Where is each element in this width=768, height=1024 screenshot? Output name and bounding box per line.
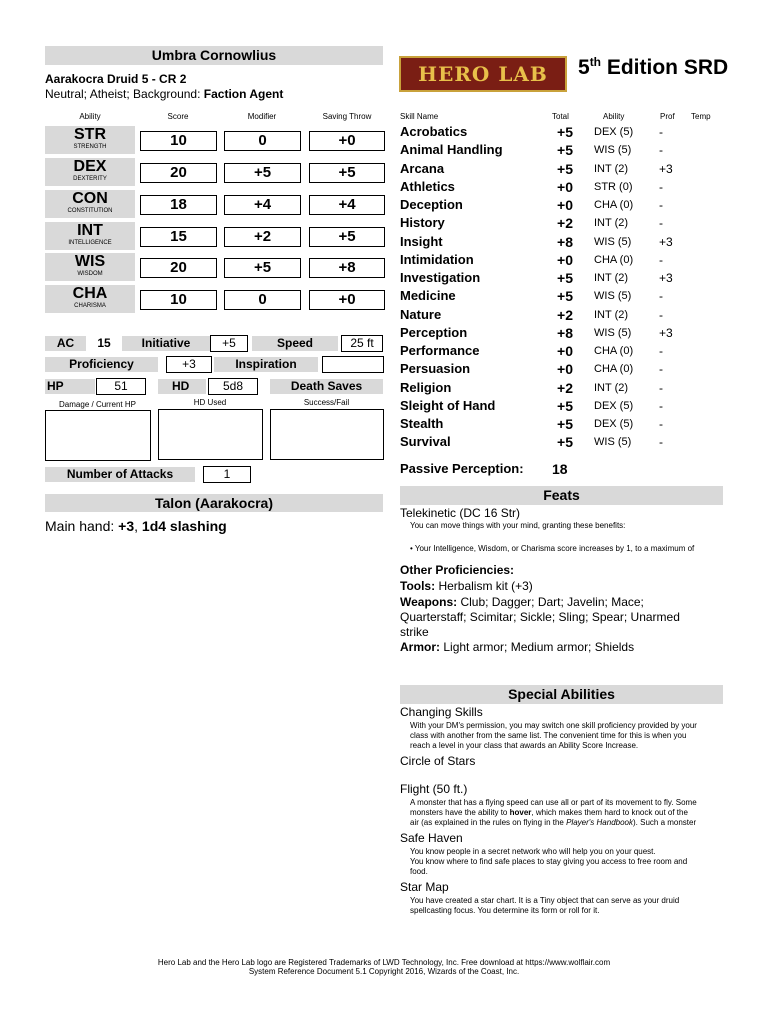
- proficiency-value: +3: [166, 356, 212, 373]
- ability-block-wis: [45, 253, 135, 281]
- armor-line: [400, 640, 634, 654]
- skill-row: [400, 416, 730, 434]
- feat-description-2: • Your Intelligence, Wisdom, or Charisma score increases by 1, to a maximum of: [410, 544, 695, 553]
- skill-total: +0: [557, 197, 573, 213]
- ability-full-name: CHARISMA: [74, 303, 106, 309]
- skill-ability: WIS (5): [594, 436, 632, 448]
- skill-name: Persuasion: [400, 361, 471, 376]
- skill-name: Athletics: [400, 179, 455, 194]
- armor-label: Armor:: [400, 640, 441, 654]
- skill-row: [400, 380, 730, 398]
- star-map-desc-1: You have created a star chart. It is a Tiny object that can serve as your druid: [410, 896, 680, 905]
- skill-total: +8: [557, 325, 573, 341]
- ability-saving-throw: +0: [309, 290, 385, 310]
- hp-label: HP: [45, 379, 95, 394]
- skill-name: Intimidation: [400, 252, 474, 267]
- tools-line: [400, 579, 533, 593]
- ability-full-name: CONSTITUTION: [67, 208, 113, 214]
- ability-modifier: +5: [224, 258, 301, 278]
- ability-full-name: STRENGTH: [73, 144, 107, 150]
- skill-temp-header: Temp: [691, 112, 711, 121]
- skill-ability: INT (2): [594, 163, 629, 175]
- ability-full-name: DEXTERITY: [73, 176, 107, 182]
- weapon-hand-label: Main hand:: [45, 518, 119, 534]
- skill-ability: CHA (0): [594, 199, 634, 211]
- special-abilities-title: Special Abilities: [400, 685, 723, 704]
- skill-prof-header: Prof: [660, 112, 675, 121]
- skill-row: [400, 325, 730, 343]
- ability-abbr: STR: [74, 126, 106, 143]
- skill-ability: WIS (5): [594, 144, 632, 156]
- armor-value: Light armor; Medium armor; Shields: [440, 640, 635, 654]
- skill-row: [400, 343, 730, 361]
- flight-desc-2c: , which makes them hard to knock out of the: [531, 808, 688, 817]
- ability-saving-throw: +0: [309, 131, 385, 151]
- skill-prof: +3: [659, 162, 673, 176]
- skill-name: Animal Handling: [400, 142, 503, 157]
- ability-block-dex: [45, 158, 135, 186]
- other-proficiencies-title: Other Proficiencies:: [400, 563, 515, 577]
- skill-name: Insight: [400, 234, 443, 249]
- flight-desc-3b: Player's Handbook: [566, 818, 633, 827]
- star-map-desc-2: spellcasting focus. You determine its form or roll for it.: [410, 906, 600, 915]
- skill-row: [400, 398, 730, 416]
- skill-prof: -: [659, 381, 663, 395]
- speed-value: 25 ft: [341, 335, 383, 352]
- tools-value: Herbalism kit (+3): [435, 579, 533, 593]
- hd-used-box[interactable]: [158, 409, 263, 460]
- skill-name: Stealth: [400, 416, 444, 431]
- hero-lab-logo-icon: [399, 56, 567, 92]
- passive-perception-label: Passive Perception:: [400, 461, 524, 476]
- inspiration-label: Inspiration: [214, 357, 318, 372]
- ability-saving-throw: +8: [309, 258, 385, 278]
- skill-prof: -: [659, 308, 663, 322]
- skill-prof: -: [659, 344, 663, 358]
- skill-total: +5: [557, 124, 573, 140]
- skill-row: [400, 197, 730, 215]
- ability-full-name: INTELLIGENCE: [68, 240, 112, 246]
- skill-name-header: Skill Name: [400, 112, 439, 121]
- skill-name: Nature: [400, 307, 442, 322]
- flight-desc-3a: air (as explained in the rules on flying in the: [410, 818, 567, 827]
- skill-name: Religion: [400, 380, 452, 395]
- safe-haven-desc-2: You know where to find safe places to stay giving you access to free room and: [410, 857, 688, 866]
- character-alignment: [45, 87, 283, 101]
- ability-modifier: +2: [224, 227, 301, 247]
- modifier-column-header: Modifier: [247, 112, 277, 121]
- death-saves-label: Death Saves: [270, 379, 383, 394]
- number-of-attacks-value: 1: [203, 466, 251, 483]
- edition-number: 5: [578, 56, 590, 79]
- ability-modifier: +4: [224, 195, 301, 215]
- proficiency-label: Proficiency: [45, 357, 158, 372]
- changing-skills-desc-1: With your DM's permission, you may switch one skill proficiency provided by your: [410, 721, 697, 730]
- skill-name: Investigation: [400, 270, 481, 285]
- skill-ability: INT (2): [594, 382, 629, 394]
- skill-ability: CHA (0): [594, 254, 634, 266]
- edition-superscript: th: [589, 55, 602, 69]
- skill-total: +0: [557, 252, 573, 268]
- passive-perception-value: 18: [552, 461, 568, 477]
- weapons-line-2: Quarterstaff; Scimitar; Sickle; Sling; Spear; Unarmed: [400, 610, 680, 624]
- skill-prof: -: [659, 198, 663, 212]
- ac-label: AC: [45, 336, 86, 351]
- skill-total-header: Total: [552, 112, 569, 121]
- ability-score: 20: [140, 163, 217, 183]
- skill-row: [400, 361, 730, 379]
- skill-ability: CHA (0): [594, 345, 634, 357]
- hd-label: HD: [158, 379, 206, 394]
- ability-score: 10: [140, 131, 217, 151]
- ability-abbr: CHA: [72, 285, 108, 302]
- skill-prof: -: [659, 125, 663, 139]
- ability-saving-throw: +5: [309, 163, 385, 183]
- feat-description-1: You can move things with your mind, granting these benefits:: [410, 521, 626, 530]
- skill-ability: STR (0): [594, 181, 633, 193]
- ability-score: 18: [140, 195, 217, 215]
- hd-used-label: HD Used: [193, 398, 227, 407]
- ability-score: 15: [140, 227, 217, 247]
- hd-value: 5d8: [208, 378, 258, 395]
- skill-row: [400, 142, 730, 160]
- skill-ability: DEX (5): [594, 418, 634, 430]
- ability-score: 20: [140, 258, 217, 278]
- weapon-attack-line: [45, 518, 227, 534]
- skill-name: Medicine: [400, 288, 456, 303]
- ability-full-name: WISDOM: [77, 271, 103, 277]
- initiative-value: +5: [210, 335, 248, 352]
- flight-desc-3: [410, 818, 696, 828]
- skill-row: [400, 270, 730, 288]
- skill-total: +5: [557, 142, 573, 158]
- edition-title: [578, 55, 728, 80]
- skill-prof: -: [659, 180, 663, 194]
- weapon-title: Talon (Aarakocra): [45, 494, 383, 512]
- skill-total: +5: [557, 416, 573, 432]
- ability-saving-throw: +4: [309, 195, 385, 215]
- death-saves-box[interactable]: [270, 409, 384, 460]
- flight-desc-2a: monsters have the ability to: [410, 808, 510, 817]
- changing-skills-desc-2: class with another from the same list. The convenient time for this is when you: [410, 731, 687, 740]
- ability-abbr: INT: [77, 222, 103, 239]
- background-value: Faction Agent: [203, 87, 284, 101]
- ability-score: 10: [140, 290, 217, 310]
- skill-prof: +3: [659, 326, 673, 340]
- weapon-separator: ,: [134, 518, 142, 534]
- skill-prof: -: [659, 417, 663, 431]
- skill-ability: DEX (5): [594, 400, 634, 412]
- tools-label: Tools:: [400, 579, 436, 593]
- skill-ability: CHA (0): [594, 363, 634, 375]
- damage-current-hp-label: Damage / Current HP: [59, 400, 136, 409]
- skill-ability: WIS (5): [594, 290, 632, 302]
- inspiration-value[interactable]: [322, 356, 384, 373]
- skill-row: [400, 434, 730, 452]
- logo-text: HERO LAB: [418, 62, 548, 86]
- skill-ability: INT (2): [594, 272, 629, 284]
- skill-row: [400, 124, 730, 142]
- skill-name: Sleight of Hand: [400, 398, 496, 413]
- skill-prof: -: [659, 143, 663, 157]
- skill-ability: INT (2): [594, 309, 629, 321]
- skill-name: Survival: [400, 434, 451, 449]
- ability-block-str: [45, 126, 135, 154]
- ac-value: 15: [97, 336, 111, 350]
- weapons-line-1: [400, 595, 644, 609]
- skill-ability: DEX (5): [594, 126, 634, 138]
- skill-total: +5: [557, 161, 573, 177]
- skill-prof: -: [659, 289, 663, 303]
- skill-prof: -: [659, 399, 663, 413]
- skill-prof: -: [659, 435, 663, 449]
- weapons-value-1: Club; Dagger; Dart; Javelin; Mace;: [457, 595, 644, 609]
- skill-total: +2: [557, 215, 573, 231]
- ability-modifier: 0: [224, 131, 301, 151]
- skill-total: +5: [557, 398, 573, 414]
- safe-haven-desc-1: You know people in a secret network who will help you on your quest.: [410, 847, 656, 856]
- changing-skills-desc-3: reach a level in your class that awards an Ability Score Increase.: [410, 741, 639, 750]
- speed-label: Speed: [252, 336, 338, 351]
- weapon-damage: 1d4 slashing: [141, 518, 227, 534]
- ability-block-int: [45, 222, 135, 250]
- saving-throw-column-header: Saving Throw: [322, 112, 372, 121]
- ability-block-con: [45, 190, 135, 218]
- skill-total: +5: [557, 288, 573, 304]
- star-map-title: Star Map: [400, 880, 449, 894]
- flight-title: Flight (50 ft.): [400, 782, 468, 796]
- circle-of-stars-title: Circle of Stars: [400, 754, 476, 768]
- skill-total: +2: [557, 380, 573, 396]
- skill-row: [400, 288, 730, 306]
- ability-saving-throw: +5: [309, 227, 385, 247]
- skill-row: [400, 252, 730, 270]
- ability-column-header: Ability: [79, 112, 101, 121]
- feats-title: Feats: [400, 486, 723, 505]
- skill-name: Deception: [400, 197, 463, 212]
- skill-name: Performance: [400, 343, 480, 358]
- skill-total: +0: [557, 179, 573, 195]
- skill-ability-header: Ability: [603, 112, 625, 121]
- skill-row: [400, 215, 730, 233]
- skill-ability: WIS (5): [594, 327, 632, 339]
- character-name: Umbra Cornowlius: [45, 46, 383, 65]
- skill-name: Perception: [400, 325, 468, 340]
- skill-row: [400, 307, 730, 325]
- number-of-attacks-label: Number of Attacks: [45, 467, 195, 482]
- alignment-text: Neutral; Atheist; Background:: [45, 87, 204, 101]
- skill-prof: -: [659, 216, 663, 230]
- ability-modifier: +5: [224, 163, 301, 183]
- flight-desc-3c: ). Such a monster: [633, 818, 697, 827]
- skill-row: [400, 234, 730, 252]
- character-class-line: Aarakocra Druid 5 - CR 2: [45, 72, 187, 86]
- skill-prof: +3: [659, 235, 673, 249]
- score-column-header: Score: [167, 112, 189, 121]
- skill-row: [400, 179, 730, 197]
- success-fail-label: Success/Fail: [303, 398, 350, 407]
- edition-text: Edition SRD: [601, 56, 729, 79]
- footer-copyright: System Reference Document 5.1 Copyright 2016, Wizards of the Coast, Inc.: [248, 967, 520, 976]
- safe-haven-desc-3: food.: [410, 867, 428, 876]
- safe-haven-title: Safe Haven: [400, 831, 463, 845]
- skill-prof: -: [659, 362, 663, 376]
- changing-skills-title: Changing Skills: [400, 705, 483, 719]
- feat-name: Telekinetic (DC 16 Str): [400, 506, 521, 520]
- hp-value: 51: [96, 378, 146, 395]
- ability-abbr: CON: [72, 190, 108, 207]
- ability-block-cha: [45, 285, 135, 313]
- ability-abbr: WIS: [74, 253, 106, 270]
- weapon-attack-bonus: +3: [118, 518, 135, 534]
- flight-desc-2b: hover: [509, 808, 532, 817]
- skill-name: Arcana: [400, 161, 445, 176]
- skill-row: [400, 161, 730, 179]
- flight-desc-2: [410, 808, 688, 818]
- skill-prof: +3: [659, 271, 673, 285]
- skill-total: +8: [557, 234, 573, 250]
- skill-total: +2: [557, 307, 573, 323]
- skill-total: +5: [557, 270, 573, 286]
- skill-total: +0: [557, 361, 573, 377]
- weapons-line-3: strike: [400, 625, 429, 639]
- skill-total: +5: [557, 434, 573, 450]
- skill-name: History: [400, 215, 445, 230]
- skill-name: Acrobatics: [400, 124, 468, 139]
- ability-abbr: DEX: [73, 158, 107, 175]
- initiative-label: Initiative: [122, 336, 210, 351]
- skill-prof: -: [659, 253, 663, 267]
- skill-ability: INT (2): [594, 217, 629, 229]
- skill-ability: WIS (5): [594, 236, 632, 248]
- damage-current-hp-box[interactable]: [45, 410, 151, 461]
- skill-total: +0: [557, 343, 573, 359]
- weapons-label: Weapons:: [400, 595, 458, 609]
- footer-trademark: Hero Lab and the Hero Lab logo are Registered Trademarks of LWD Technology, Inc. Free download at https://www.wolflair.com: [157, 958, 611, 967]
- flight-desc-1: A monster that has a flying speed can use all or part of its movement to fly. Some: [410, 798, 697, 807]
- ability-modifier: 0: [224, 290, 301, 310]
